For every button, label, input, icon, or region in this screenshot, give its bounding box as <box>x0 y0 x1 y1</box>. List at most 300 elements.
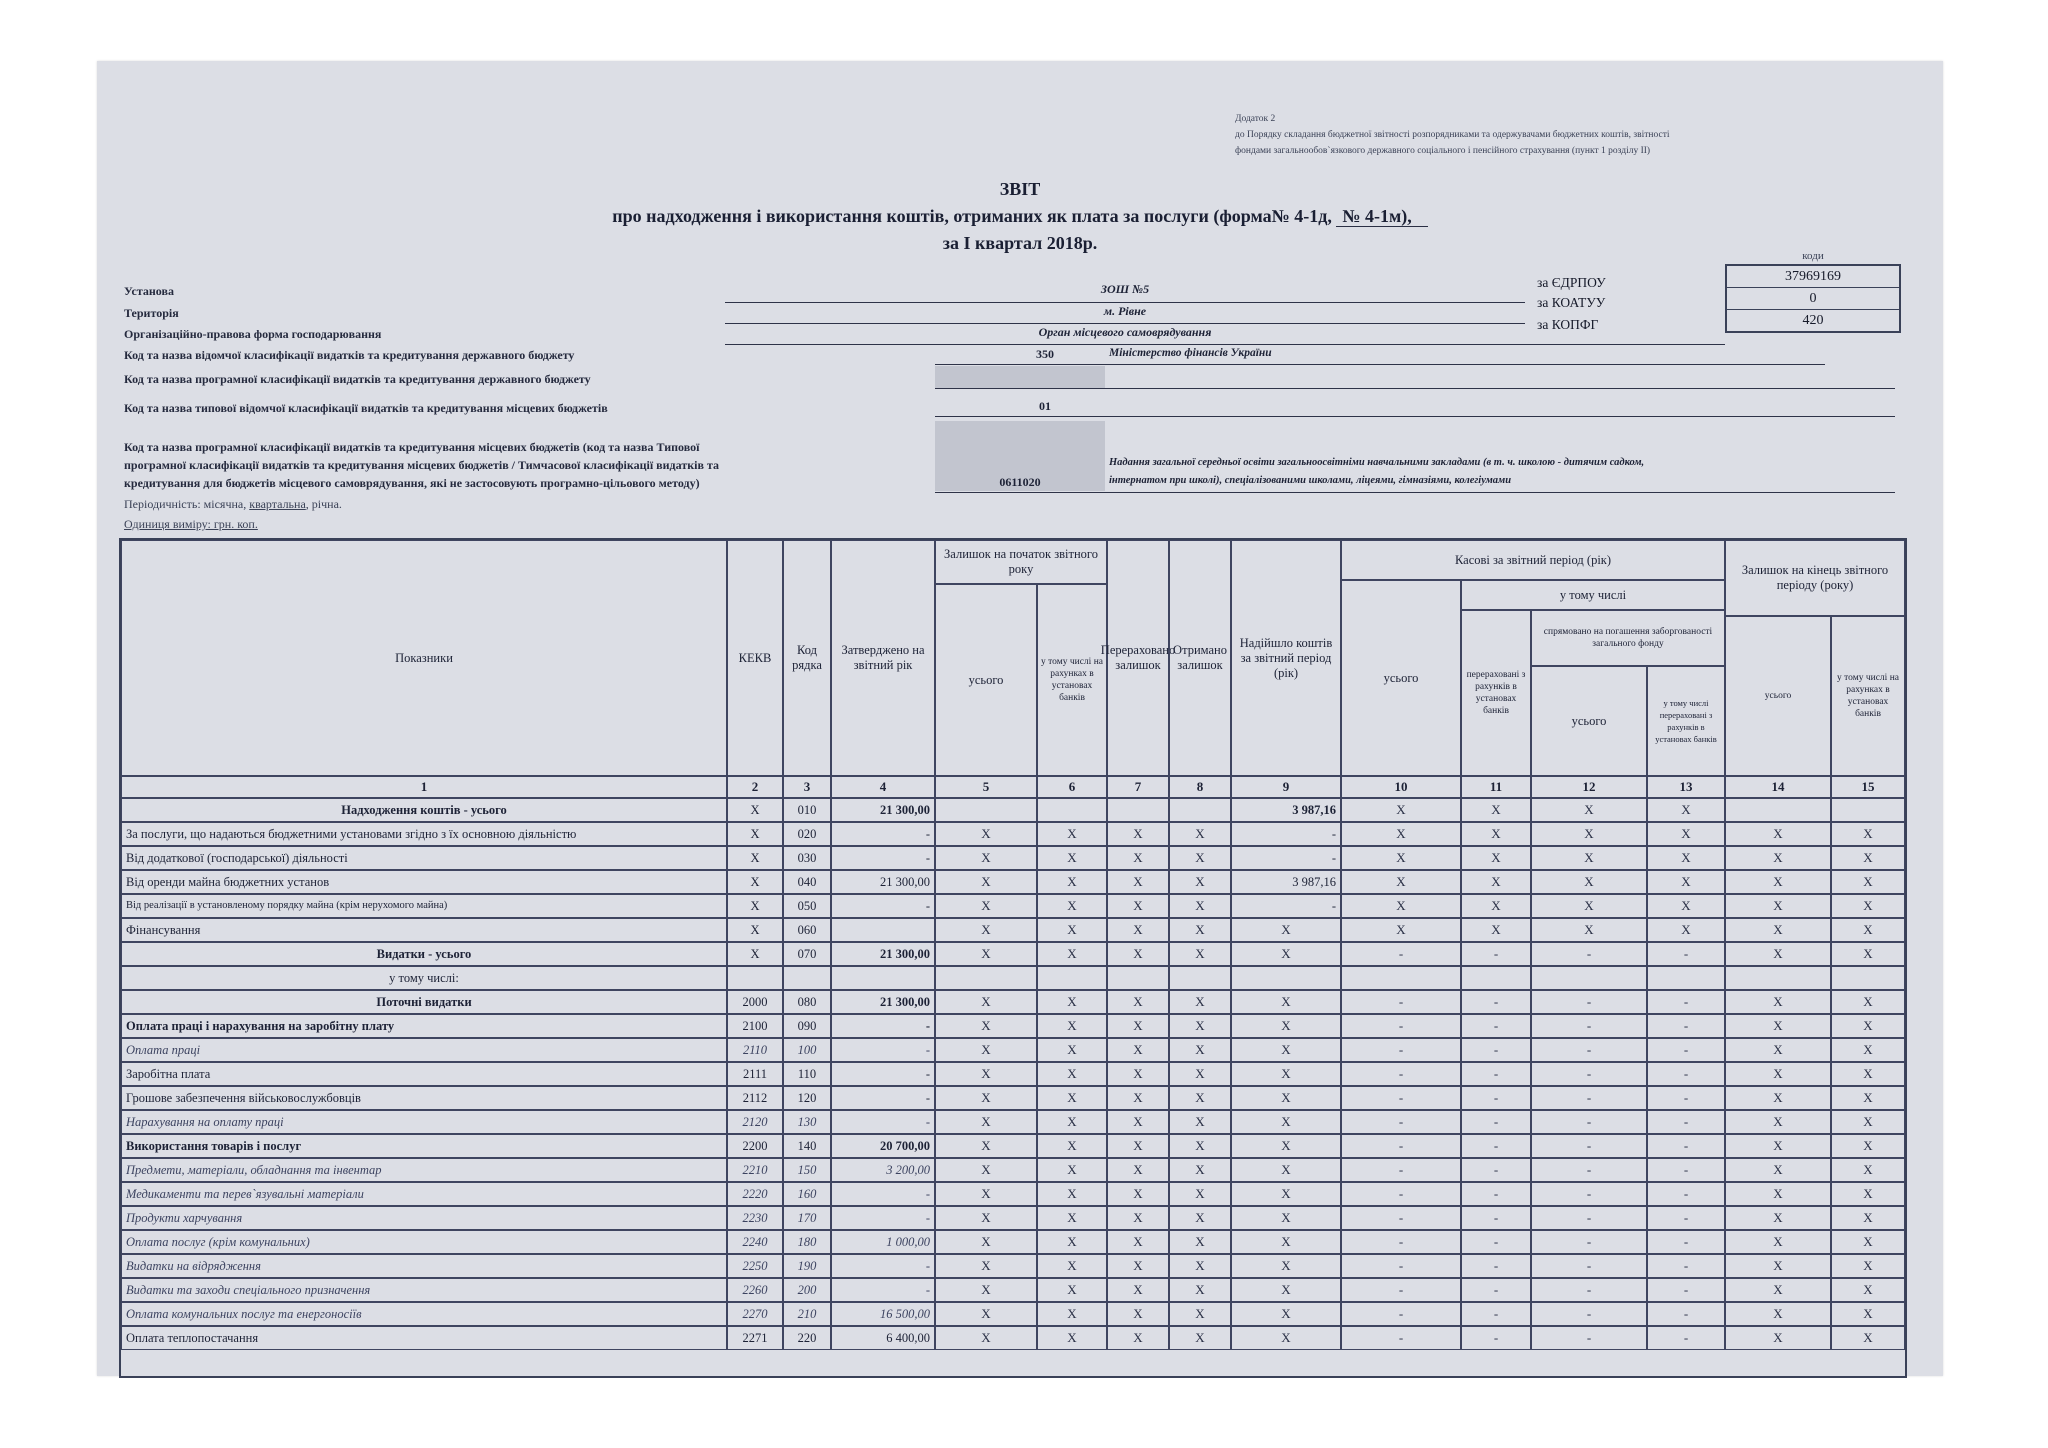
cell-balance-start-bank: X <box>1037 822 1107 846</box>
cell-kekv: 2100 <box>727 1014 783 1038</box>
cell-debt-bank: X <box>1647 894 1725 918</box>
cell-approved: 21 300,00 <box>831 990 935 1014</box>
cell-debt-total: - <box>1531 1182 1647 1206</box>
typical-class-line <box>935 416 1895 417</box>
periodicity <box>124 497 342 512</box>
cell-balance-start-total: X <box>935 894 1037 918</box>
cell-indicator: Продукти харчування <box>121 1206 727 1230</box>
cell-row-code: 020 <box>783 822 831 846</box>
cell-balance-start-bank: X <box>1037 942 1107 966</box>
cell-kekv: 2200 <box>727 1134 783 1158</box>
cell-balance-end-total: X <box>1725 870 1831 894</box>
cell-received: X <box>1169 822 1231 846</box>
local-prog-line <box>935 492 1895 493</box>
cell-cash-transferred-bank: X <box>1461 798 1531 822</box>
cell-balance-start-bank: X <box>1037 990 1107 1014</box>
cell-cash-total: - <box>1341 1254 1461 1278</box>
periodicity-selected: квартальна <box>249 497 306 511</box>
codes-box <box>1725 264 1901 333</box>
cell-kekv: 2271 <box>727 1326 783 1350</box>
cell-debt-bank: - <box>1647 1062 1725 1086</box>
report-period: за I квартал 2018р. <box>942 233 1098 253</box>
cell-balance-end-total: X <box>1725 990 1831 1014</box>
koatuu-label: за КОАТУУ <box>1537 295 1606 310</box>
edrpou-code: 37969169 <box>1727 266 1899 288</box>
column-number-4: 4 <box>831 776 935 798</box>
cell-indicator: Поточні видатки <box>121 990 727 1014</box>
cell-approved: 21 300,00 <box>831 870 935 894</box>
cell-kekv: X <box>727 822 783 846</box>
col-balance-end-header: Залишок на кінець звітного періоду (року) <box>1725 540 1905 616</box>
cell-debt-total: - <box>1531 1134 1647 1158</box>
cell-row-code: 010 <box>783 798 831 822</box>
cell-indicator: Видатки на відрядження <box>121 1254 727 1278</box>
cell-row-code: 140 <box>783 1134 831 1158</box>
cell-debt-total: - <box>1531 1326 1647 1350</box>
cell-received <box>1169 966 1231 990</box>
cell-kekv: X <box>727 846 783 870</box>
cell-cash-total <box>1341 966 1461 990</box>
cell-row-code: 090 <box>783 1014 831 1038</box>
cell-kekv <box>727 966 783 990</box>
cell-cash-total: - <box>1341 1134 1461 1158</box>
cell-cash-transferred-bank: - <box>1461 1110 1531 1134</box>
cell-balance-start-bank: X <box>1037 1038 1107 1062</box>
cell-transferred: X <box>1107 1254 1169 1278</box>
col-balance-start-total: усього <box>935 584 1037 776</box>
cell-debt-bank: - <box>1647 1086 1725 1110</box>
col-cash-total: усього <box>1341 580 1461 776</box>
cell-indicator: Використання товарів і послуг <box>121 1134 727 1158</box>
cell-cash-total: X <box>1341 798 1461 822</box>
cell-balance-end-total <box>1725 798 1831 822</box>
cell-balance-start-bank: X <box>1037 1014 1107 1038</box>
cell-balance-end-total: X <box>1725 1302 1831 1326</box>
cell-balance-start-total: X <box>935 918 1037 942</box>
cell-debt-total <box>1531 966 1647 990</box>
cell-balance-end-total: X <box>1725 1182 1831 1206</box>
cell-transferred: X <box>1107 894 1169 918</box>
cell-debt-total: - <box>1531 1014 1647 1038</box>
col-balance-start-bank: у тому числі на рахунках в установах банків <box>1037 584 1107 776</box>
cell-debt-total: X <box>1531 918 1647 942</box>
col-debt-bank: у тому числі перераховані з рахунків в установах банків <box>1647 666 1725 776</box>
unit-label: Одиниця виміру: грн. коп. <box>124 517 258 531</box>
cell-balance-end-bank: X <box>1831 894 1905 918</box>
cell-received: X <box>1169 1110 1231 1134</box>
cell-approved: 20 700,00 <box>831 1134 935 1158</box>
cell-cash-total: - <box>1341 1110 1461 1134</box>
cell-debt-bank: - <box>1647 1134 1725 1158</box>
cell-cash-total: - <box>1341 1086 1461 1110</box>
cell-balance-start-total: X <box>935 1086 1037 1110</box>
cell-receipts: - <box>1231 894 1341 918</box>
cell-cash-transferred-bank: X <box>1461 870 1531 894</box>
cell-debt-bank: X <box>1647 918 1725 942</box>
cell-transferred: X <box>1107 1182 1169 1206</box>
cell-cash-transferred-bank: - <box>1461 942 1531 966</box>
report-sheet <box>97 61 1943 1376</box>
col-receipts-header: Надійшло коштів за звітний період (рік) <box>1231 540 1341 776</box>
cell-cash-transferred-bank: X <box>1461 822 1531 846</box>
cell-debt-total: X <box>1531 822 1647 846</box>
cell-debt-total: - <box>1531 1278 1647 1302</box>
cell-balance-end-bank: X <box>1831 846 1905 870</box>
cell-received: X <box>1169 1326 1231 1350</box>
cell-balance-start-total: X <box>935 1110 1037 1134</box>
cell-balance-end-bank: X <box>1831 1278 1905 1302</box>
cell-balance-start-bank: X <box>1037 1086 1107 1110</box>
cell-received: X <box>1169 870 1231 894</box>
cell-approved: - <box>831 1086 935 1110</box>
cell-kekv: 2270 <box>727 1302 783 1326</box>
cell-balance-start-bank: X <box>1037 894 1107 918</box>
cell-receipts: X <box>1231 1278 1341 1302</box>
cell-balance-end-total: X <box>1725 1158 1831 1182</box>
report-table <box>119 538 1907 1378</box>
cell-debt-total: - <box>1531 1086 1647 1110</box>
col-balance-end-bank: у тому числі на рахунках в установах банків <box>1831 616 1905 776</box>
cell-transferred: X <box>1107 1326 1169 1350</box>
cell-balance-end-bank: X <box>1831 1302 1905 1326</box>
cell-approved: 21 300,00 <box>831 798 935 822</box>
col-kekv-header: КЕКВ <box>727 540 783 776</box>
cell-received: X <box>1169 1182 1231 1206</box>
col-balance-end-total: усього <box>1725 616 1831 776</box>
cell-debt-total: - <box>1531 990 1647 1014</box>
cell-cash-total: - <box>1341 1278 1461 1302</box>
cell-balance-start-bank: X <box>1037 1158 1107 1182</box>
cell-balance-start-total: X <box>935 846 1037 870</box>
cell-balance-start-bank: X <box>1037 1254 1107 1278</box>
cell-row-code: 050 <box>783 894 831 918</box>
cell-received: X <box>1169 942 1231 966</box>
cell-receipts: - <box>1231 846 1341 870</box>
cell-row-code: 120 <box>783 1086 831 1110</box>
local-prog-code: 0611020 <box>999 475 1041 489</box>
cell-balance-start-total: X <box>935 1062 1037 1086</box>
legal-form-value: Орган місцевого самоврядування <box>1038 325 1212 339</box>
cell-approved: 6 400,00 <box>831 1326 935 1350</box>
local-prog-name-1: Надання загальної середньої освіти загальноосвітніми навчальними закладами (в т. ч. школою - дитячим садком, <box>1109 457 1645 468</box>
cell-row-code: 080 <box>783 990 831 1014</box>
cell-debt-total: - <box>1531 1110 1647 1134</box>
cell-debt-bank: - <box>1647 1182 1725 1206</box>
col-received-header: Отримано залишок <box>1169 540 1231 776</box>
col-indicators-header: Показники <box>121 540 727 776</box>
cell-cash-total: - <box>1341 942 1461 966</box>
edrpou-label: за ЄДРПОУ <box>1537 275 1606 290</box>
cell-cash-transferred-bank: - <box>1461 1326 1531 1350</box>
cell-transferred: X <box>1107 1110 1169 1134</box>
cell-receipts: X <box>1231 1062 1341 1086</box>
cell-row-code: 180 <box>783 1230 831 1254</box>
cell-debt-bank: - <box>1647 1014 1725 1038</box>
cell-receipts: X <box>1231 1014 1341 1038</box>
cell-receipts: X <box>1231 942 1341 966</box>
cell-cash-total: - <box>1341 1326 1461 1350</box>
cell-kekv: 2112 <box>727 1086 783 1110</box>
cell-debt-total: X <box>1531 870 1647 894</box>
cell-indicator: Фінансування <box>121 918 727 942</box>
cell-receipts: X <box>1231 1158 1341 1182</box>
cell-balance-end-total: X <box>1725 894 1831 918</box>
cell-transferred: X <box>1107 1278 1169 1302</box>
column-number-2: 2 <box>727 776 783 798</box>
column-number-3: 3 <box>783 776 831 798</box>
cell-receipts: X <box>1231 1110 1341 1134</box>
cell-transferred <box>1107 966 1169 990</box>
legal-form-label: Організаційно-правова форма господарювання <box>124 327 382 341</box>
cell-balance-end-total: X <box>1725 1038 1831 1062</box>
cell-receipts: X <box>1231 1230 1341 1254</box>
cell-kekv: X <box>727 894 783 918</box>
cell-received: X <box>1169 1086 1231 1110</box>
cell-transferred: X <box>1107 1086 1169 1110</box>
cell-indicator: Видатки та заходи спеціального призначення <box>121 1278 727 1302</box>
cell-balance-end-bank: X <box>1831 990 1905 1014</box>
cell-received: X <box>1169 1206 1231 1230</box>
cell-indicator: Оплата праці і нарахування на заробітну плату <box>121 1014 727 1038</box>
cell-debt-bank: - <box>1647 1278 1725 1302</box>
local-prog-label-1: Код та назва програмної класифікації видатків та кредитування місцевих бюджетів (код та назва Типової <box>124 440 700 454</box>
cell-approved: 21 300,00 <box>831 942 935 966</box>
cell-approved: 3 200,00 <box>831 1158 935 1182</box>
cell-kekv: X <box>727 870 783 894</box>
cell-debt-bank <box>1647 966 1725 990</box>
cell-balance-end-total <box>1725 966 1831 990</box>
cell-transferred: X <box>1107 942 1169 966</box>
cell-indicator: Грошове забезпечення військовослужбовців <box>121 1086 727 1110</box>
cell-cash-transferred-bank: - <box>1461 1230 1531 1254</box>
col-balance-start-header: Залишок на початок звітного року <box>935 540 1107 584</box>
cell-balance-start-bank: X <box>1037 870 1107 894</box>
cell-balance-start-total: X <box>935 1326 1037 1350</box>
cell-cash-total: X <box>1341 870 1461 894</box>
cell-row-code: 150 <box>783 1158 831 1182</box>
cell-balance-end-total: X <box>1725 1014 1831 1038</box>
cell-debt-bank: X <box>1647 822 1725 846</box>
cell-balance-end-bank: X <box>1831 1134 1905 1158</box>
cell-cash-transferred-bank: X <box>1461 894 1531 918</box>
cell-cash-total: X <box>1341 918 1461 942</box>
dept-class-label: Код та назва відомчої класифікації видатків та кредитування державного бюджету <box>124 348 575 362</box>
cell-balance-start-total: X <box>935 942 1037 966</box>
cell-indicator: Надходження коштів - усього <box>121 798 727 822</box>
cell-kekv: 2210 <box>727 1158 783 1182</box>
cell-debt-total: X <box>1531 798 1647 822</box>
cell-cash-transferred-bank: - <box>1461 1086 1531 1110</box>
cell-balance-end-bank: X <box>1831 918 1905 942</box>
column-number-9: 9 <box>1231 776 1341 798</box>
form-number: № 4-1м), <box>1336 206 1427 227</box>
cell-receipts: X <box>1231 1086 1341 1110</box>
cell-balance-start-total: X <box>935 1038 1037 1062</box>
cell-cash-transferred-bank: X <box>1461 846 1531 870</box>
cell-balance-end-bank: X <box>1831 1230 1905 1254</box>
cell-receipts: - <box>1231 822 1341 846</box>
cell-receipts <box>1231 966 1341 990</box>
cell-balance-end-total: X <box>1725 1254 1831 1278</box>
cell-receipts: 3 987,16 <box>1231 798 1341 822</box>
column-number-10: 10 <box>1341 776 1461 798</box>
cell-received: X <box>1169 1254 1231 1278</box>
cell-approved: - <box>831 1038 935 1062</box>
periodicity-rest: , річна. <box>305 497 342 511</box>
cell-row-code: 060 <box>783 918 831 942</box>
cell-receipts: X <box>1231 1302 1341 1326</box>
cell-balance-start-bank: X <box>1037 1278 1107 1302</box>
cell-balance-end-total: X <box>1725 1062 1831 1086</box>
cell-kekv: 2250 <box>727 1254 783 1278</box>
cell-received: X <box>1169 1230 1231 1254</box>
institution-line <box>725 302 1525 303</box>
cell-balance-end-total: X <box>1725 1086 1831 1110</box>
cell-cash-transferred-bank: - <box>1461 1278 1531 1302</box>
cell-cash-transferred-bank: - <box>1461 1254 1531 1278</box>
cell-approved: - <box>831 822 935 846</box>
cell-balance-end-bank <box>1831 798 1905 822</box>
cell-cash-transferred-bank: - <box>1461 1038 1531 1062</box>
annex-note <box>1235 111 1875 159</box>
cell-transferred: X <box>1107 918 1169 942</box>
cell-debt-bank: - <box>1647 1038 1725 1062</box>
col-row-code-header: Код рядка <box>783 540 831 776</box>
cell-row-code: 110 <box>783 1062 831 1086</box>
cell-balance-end-bank <box>1831 966 1905 990</box>
cell-transferred: X <box>1107 1158 1169 1182</box>
report-subtitle-text: про надходження і використання коштів, отриманих як плата за послуги (форма№ 4-1д, <box>612 206 1332 226</box>
cell-kekv: 2120 <box>727 1110 783 1134</box>
cell-receipts: 3 987,16 <box>1231 870 1341 894</box>
cell-row-code: 070 <box>783 942 831 966</box>
cell-balance-end-total: X <box>1725 918 1831 942</box>
cell-debt-bank: - <box>1647 990 1725 1014</box>
cell-debt-bank: - <box>1647 1302 1725 1326</box>
cell-transferred: X <box>1107 1230 1169 1254</box>
cell-balance-start-total: X <box>935 1182 1037 1206</box>
territory-value: м. Рівне <box>1103 304 1147 318</box>
local-prog-label-2: програмної класифікації видатків та кредитування місцевих бюджетів / Тимчасової класифікації видатків та <box>124 458 719 472</box>
cell-received: X <box>1169 1278 1231 1302</box>
cell-debt-total: - <box>1531 1062 1647 1086</box>
cell-cash-transferred-bank: - <box>1461 1206 1531 1230</box>
cell-indicator: Від реалізації в установленому порядку майна (крім нерухомого майна) <box>121 894 727 918</box>
cell-transferred: X <box>1107 1302 1169 1326</box>
cell-balance-start-total: X <box>935 822 1037 846</box>
cell-cash-total: - <box>1341 1158 1461 1182</box>
koatuu-code: 0 <box>1727 288 1899 310</box>
cell-balance-end-total: X <box>1725 822 1831 846</box>
cell-balance-end-total: X <box>1725 1278 1831 1302</box>
cell-approved: - <box>831 1206 935 1230</box>
cell-balance-start-bank: X <box>1037 1182 1107 1206</box>
cell-indicator: Предмети, матеріали, обладнання та інвентар <box>121 1158 727 1182</box>
cell-balance-end-total: X <box>1725 1134 1831 1158</box>
cell-cash-total: - <box>1341 1230 1461 1254</box>
cell-cash-transferred-bank: - <box>1461 1182 1531 1206</box>
column-number-8: 8 <box>1169 776 1231 798</box>
local-prog-name-2: інтернатом при школі), спеціалізованими школами, ліцеями, гімназіями, колегіумами <box>1109 475 1512 486</box>
periodicity-label: Періодичність: місячна, <box>124 497 247 511</box>
cell-receipts: X <box>1231 1206 1341 1230</box>
cell-kekv: 2220 <box>727 1182 783 1206</box>
cell-debt-bank: - <box>1647 1110 1725 1134</box>
cell-kekv: 2230 <box>727 1206 783 1230</box>
cell-receipts: X <box>1231 1182 1341 1206</box>
cell-balance-start-bank: X <box>1037 1230 1107 1254</box>
cell-balance-end-total: X <box>1725 942 1831 966</box>
cell-balance-end-bank: X <box>1831 1086 1905 1110</box>
cell-transferred <box>1107 798 1169 822</box>
cell-debt-bank: - <box>1647 1230 1725 1254</box>
annex-line-2: до Порядку складання бюджетної звітності розпорядниками та одержувачами бюджетних коштів, звітності <box>1235 130 1670 140</box>
cell-debt-total: - <box>1531 1158 1647 1182</box>
cell-transferred: X <box>1107 1014 1169 1038</box>
cell-cash-transferred-bank: - <box>1461 1158 1531 1182</box>
local-prog-label-3: кредитування для бюджетів місцевого самоврядування, які не застосовують програмно-цільового методу) <box>124 476 700 490</box>
cell-balance-start-bank: X <box>1037 1302 1107 1326</box>
cell-balance-end-total: X <box>1725 1326 1831 1350</box>
annex-line-3: фондами загальнообов`язкового державного соціального і пенсійного страхування (пункт 1 розділу II) <box>1235 146 1651 156</box>
cell-indicator: Оплата праці <box>121 1038 727 1062</box>
cell-row-code: 130 <box>783 1110 831 1134</box>
cell-indicator: у тому числі: <box>121 966 727 990</box>
col-cash-period-header: Касові за звітний період (рік) <box>1341 540 1725 580</box>
cell-received: X <box>1169 990 1231 1014</box>
col-cash-transferred-bank: перераховані з рахунків в установах банків <box>1461 610 1531 776</box>
territory-label: Територія <box>124 306 179 320</box>
cell-received: X <box>1169 846 1231 870</box>
col-debt-total: усього <box>1531 666 1647 776</box>
column-number-1: 1 <box>121 776 727 798</box>
cell-cash-total: - <box>1341 990 1461 1014</box>
cell-balance-start-bank: X <box>1037 846 1107 870</box>
cell-balance-start-total: X <box>935 1014 1037 1038</box>
cell-transferred: X <box>1107 1134 1169 1158</box>
cell-row-code: 160 <box>783 1182 831 1206</box>
cell-indicator: Заробітна плата <box>121 1062 727 1086</box>
cell-indicator: Медикаменти та перев`язувальні матеріали <box>121 1182 727 1206</box>
cell-cash-total: - <box>1341 1014 1461 1038</box>
cell-row-code: 210 <box>783 1302 831 1326</box>
cell-balance-start-bank <box>1037 966 1107 990</box>
column-number-12: 12 <box>1531 776 1647 798</box>
cell-kekv: 2260 <box>727 1278 783 1302</box>
cell-transferred: X <box>1107 846 1169 870</box>
cell-row-code: 190 <box>783 1254 831 1278</box>
cell-debt-bank: - <box>1647 1158 1725 1182</box>
cell-kekv: X <box>727 942 783 966</box>
cell-indicator: Оплата послуг (крім комунальних) <box>121 1230 727 1254</box>
column-number-7: 7 <box>1107 776 1169 798</box>
cell-balance-end-bank: X <box>1831 822 1905 846</box>
cell-row-code: 100 <box>783 1038 831 1062</box>
territory-line <box>725 323 1525 324</box>
cell-balance-start-total: X <box>935 990 1037 1014</box>
cell-receipts: X <box>1231 990 1341 1014</box>
prog-class-line <box>935 388 1895 389</box>
report-subtitle <box>97 206 1943 227</box>
col-transferred-header: Перераховано залишок <box>1107 540 1169 776</box>
cell-debt-total: - <box>1531 1206 1647 1230</box>
column-number-14: 14 <box>1725 776 1831 798</box>
cell-row-code: 030 <box>783 846 831 870</box>
cell-indicator: Оплата комунальних послуг та енергоносіїв <box>121 1302 727 1326</box>
cell-indicator: Оплата теплопостачання <box>121 1326 727 1350</box>
cell-receipts: X <box>1231 1326 1341 1350</box>
cell-balance-start-bank: X <box>1037 1062 1107 1086</box>
